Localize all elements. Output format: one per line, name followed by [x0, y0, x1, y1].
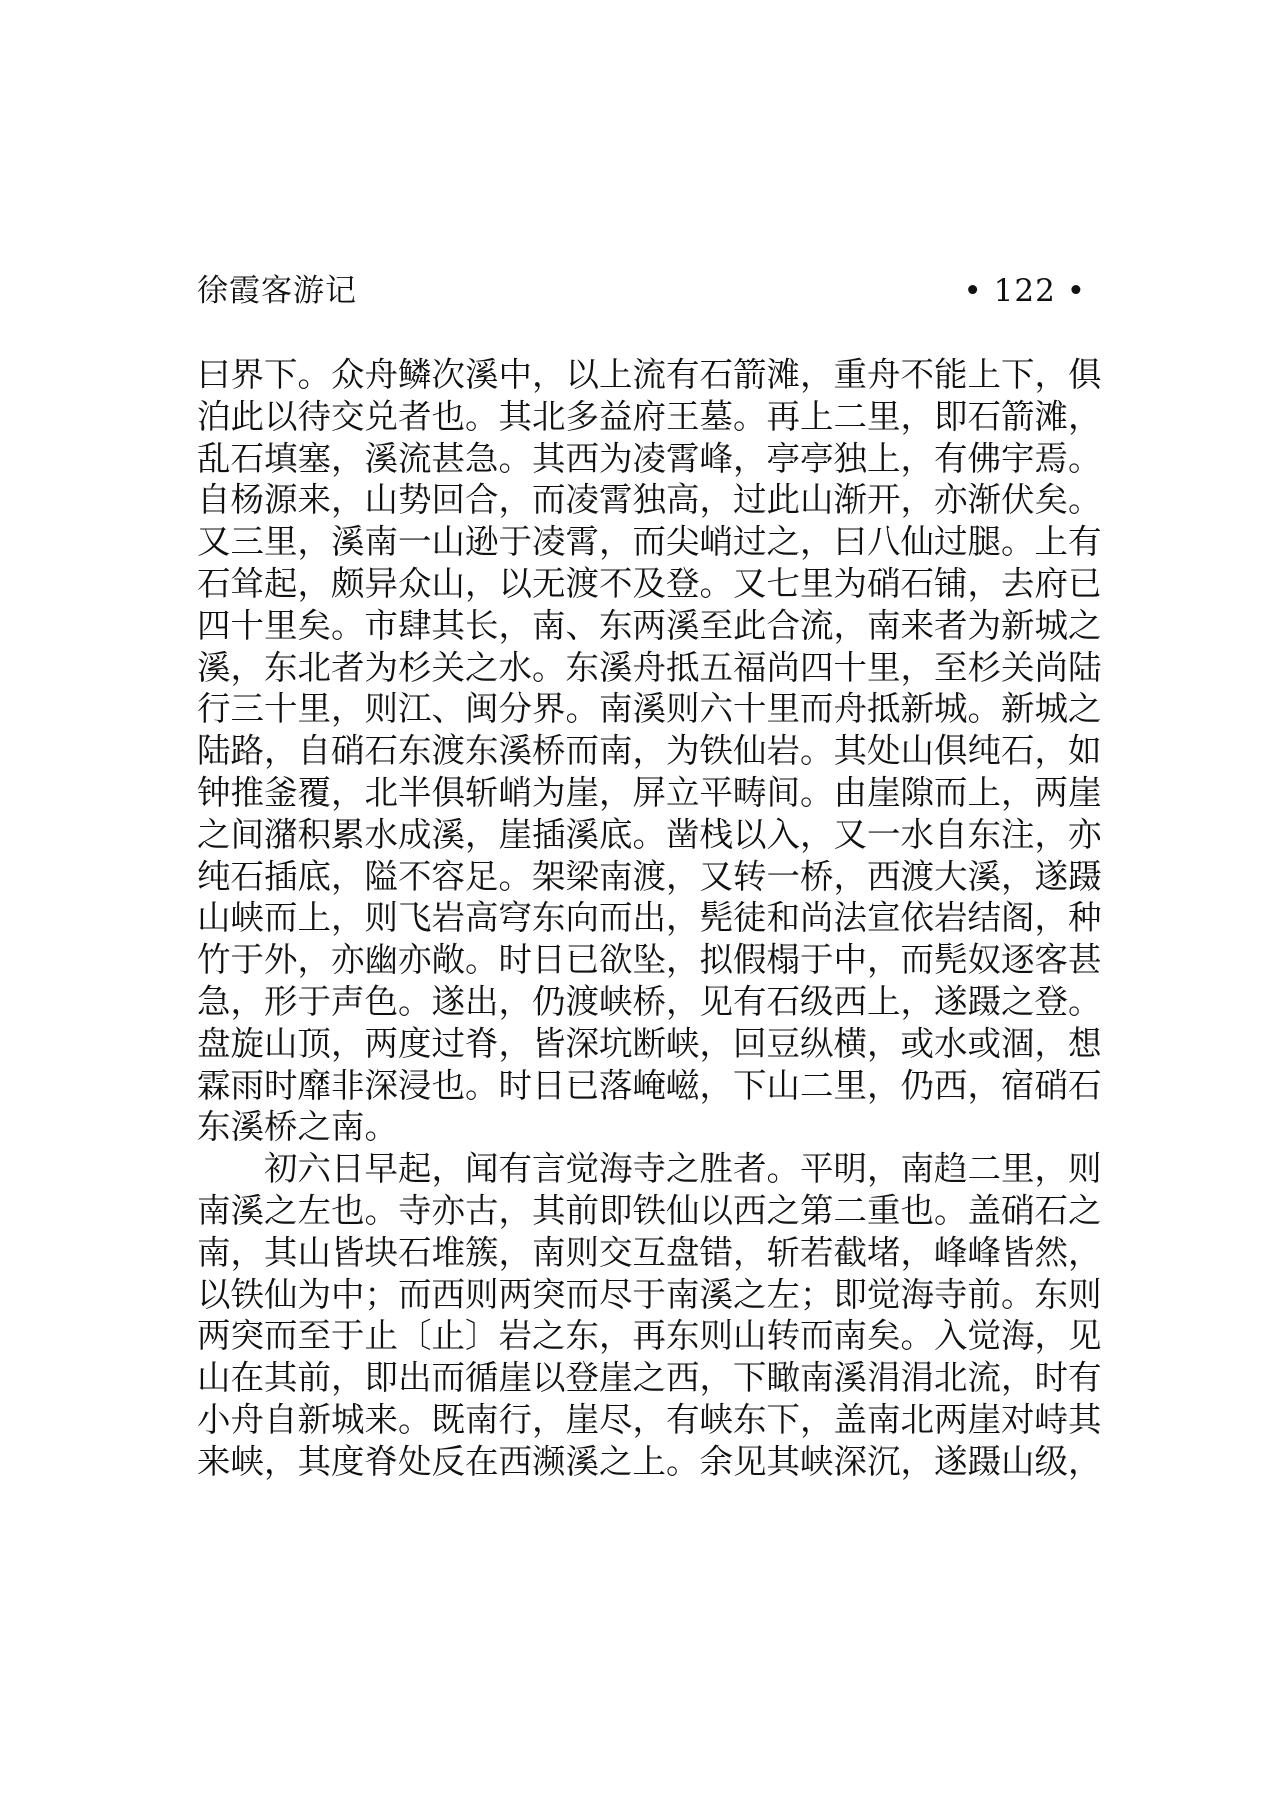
text-line: 盘旋山顶，两度过脊，皆深坑断峡，回豆纵横，或水或涸，想 [197, 1023, 1102, 1063]
text-line: 曰界下。众舟鳞次溪中，以上流有石箭滩，重舟不能上下，俱 [197, 355, 1102, 394]
text-line: 乱石填塞，溪流甚急。其西为凌霄峰，亭亭独上，有佛宇焉。 [197, 438, 1102, 478]
text-line: 行三十里，则江、闽分界。南溪则六十里而舟抵新城。新城之 [197, 689, 1102, 729]
text-line: 南溪之左也。寺亦古，其前即铁仙以西之第二重也。盖硝石之 [197, 1190, 1102, 1230]
text-line: 陆路，自硝石东渡东溪桥而南，为铁仙岩。其处山俱纯石，如 [197, 731, 1102, 771]
text-line: 钟推釜覆，北半俱斩峭为崖，屏立平畴间。由崖隙而上，两崖 [197, 772, 1102, 812]
text-line: 四十里矣。市肆其长，南、东两溪至此合流，南来者为新城之 [197, 605, 1102, 645]
text-line: 山在其前，即出而循崖以登崖之西，下瞰南溪涓涓北流，时有 [197, 1358, 1102, 1398]
text-line: 山峡而上，则飞岩高穹东向而出，髡徒和尚法宣依岩结阁，种 [197, 898, 1102, 938]
text-line: 之间潴积累水成溪，崖插溪底。凿栈以入，又一水自东注，亦 [197, 814, 1102, 854]
text-line-paragraph-start: 初六日早起，闻有言觉海寺之胜者。平明，南趋二里，则 [264, 1149, 1102, 1189]
book-title: 徐霞客游记 [197, 273, 357, 309]
running-header [197, 268, 1086, 314]
text-line: 自杨源来，山势回合，而凌霄独高，过此山渐开，亦渐伏矣。 [197, 480, 1102, 520]
page-number: • 122 • [963, 273, 1086, 309]
text-line: 霖雨时靡非深浸也。时日已落崦嵫，下山二里，仍西，宿硝石 [197, 1065, 1102, 1105]
text-line: 溪，东北者为杉关之水。东溪舟抵五福尚四十里，至杉关尚陆 [197, 647, 1102, 687]
text-line-paragraph-end: 东溪桥之南。 [197, 1107, 398, 1147]
text-line: 又三里，溪南一山逊于凌霄，而尖峭过之，曰八仙过腿。上有 [197, 522, 1102, 562]
text-line: 石耸起，颇异众山，以无渡不及登。又七里为硝石铺，去府已 [197, 563, 1102, 603]
text-line: 急，形于声色。遂出，仍渡峡桥，见有石级西上，遂蹑之登。 [197, 981, 1102, 1021]
text-line: 以铁仙为中；而西则两突而尽于南溪之左；即觉海寺前。东则 [197, 1274, 1102, 1314]
text-line: 泊此以待交兑者也。其北多益府王墓。再上二里，即石箭滩， [197, 396, 1102, 436]
body-text [197, 354, 1102, 1483]
text-line: 小舟自新城来。既南行，崖尽，有峡东下，盖南北两崖对峙其 [197, 1399, 1102, 1439]
text-line: 南，其山皆块石堆簇，南则交互盘错，斩若截堵，峰峰皆然， [197, 1232, 1102, 1272]
text-line: 来峡，其度脊处反在西濒溪之上。余见其峡深沉，遂蹑山级， [197, 1441, 1102, 1481]
text-line: 纯石插底，隘不容足。架梁南渡，又转一桥，西渡大溪，遂蹑 [197, 856, 1102, 896]
text-line: 竹于外，亦幽亦敞。时日已欲坠，拟假榻于中，而髡奴逐客甚 [197, 940, 1102, 980]
text-line: 两突而至于止〔止〕岩之东，再东则山转而南矣。入觉海，见 [197, 1316, 1102, 1356]
